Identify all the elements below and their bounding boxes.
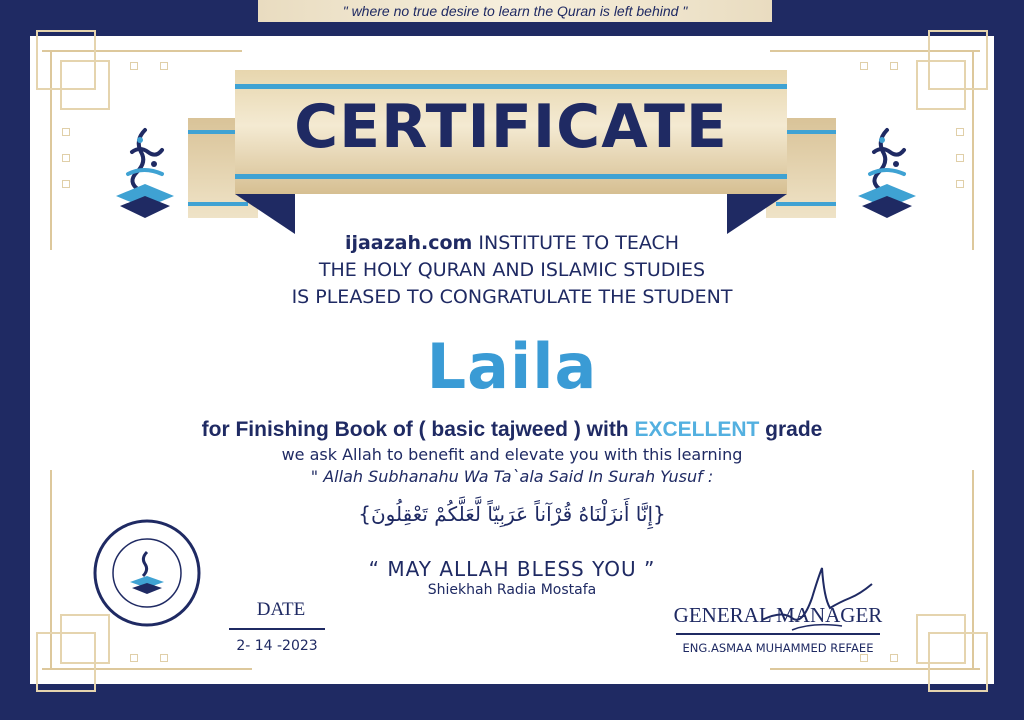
prayer-message [200, 444, 824, 488]
message-line-1: we ask Allah to benefit and elevate you with this learning [281, 445, 743, 464]
ijaazah-logo-icon [110, 122, 180, 222]
achievement-grade: EXCELLENT [634, 418, 760, 441]
seal-icon [92, 518, 202, 628]
manager-name: ENG.ASMAA MUHAMMED REFAEE [682, 641, 874, 655]
frame-dot [62, 154, 70, 162]
frame-dot [160, 654, 168, 662]
frame-dot [130, 62, 138, 70]
banner-quote: " where no true desire to learn the Quran is left behind " [342, 3, 688, 19]
ribbon-fold-right [727, 194, 787, 234]
manager-label: GENERAL MANAGER [673, 603, 883, 627]
message-line-2: " Allah Subhanahu Wa Ta`ala Said In Surah Yusuf : [310, 467, 714, 486]
institute-statement [200, 230, 824, 311]
date-underline [229, 628, 325, 630]
achievement-line [120, 418, 904, 442]
frame-dot [860, 62, 868, 70]
frame-dot [890, 654, 898, 662]
ribbon-stripe-top [235, 84, 787, 89]
frame-dot [860, 654, 868, 662]
blessing-text: “ MAY ALLAH BLESS YOU ” [368, 557, 656, 581]
seal-text [60, 630, 70, 640]
certificate-title: CERTIFICATE [294, 92, 728, 162]
corner-square-tr-2 [916, 60, 966, 110]
frame-dot [890, 62, 898, 70]
frame-dot [160, 62, 168, 70]
frame-dot [956, 128, 964, 136]
date-value: 2- 14 -2023 [236, 638, 318, 654]
corner-square-br-2 [916, 614, 966, 664]
frame-dot [956, 180, 964, 188]
achievement-suffix: grade [759, 418, 823, 441]
top-quote-banner [258, 0, 772, 22]
teacher-name: Shiekhah Radia Mostafa [427, 582, 597, 598]
signature-icon [752, 560, 882, 640]
frame-dot [62, 180, 70, 188]
frame-dot [62, 128, 70, 136]
institute-line-1 [200, 230, 824, 257]
ribbon-stripe-bottom [235, 174, 787, 179]
frame-dot [956, 154, 964, 162]
institute-line-2: THE HOLY QURAN AND ISLAMIC STUDIES [318, 259, 706, 281]
student-name: Laila [426, 330, 598, 403]
ribbon-fold-left [235, 194, 295, 234]
ijaazah-logo-icon [852, 122, 922, 222]
achievement-prefix: for Finishing Book of ( basic tajweed ) with [201, 418, 635, 441]
manager-underline [676, 633, 880, 635]
frame-dot [130, 654, 138, 662]
institute-line-3: IS PLEASED TO CONGRATULATE THE STUDENT [291, 286, 733, 308]
institute-site: ijaazah.com [344, 232, 473, 254]
quran-verse: {إِنَّا أَنزَلْنَاهُ قُرْآناً عَرَبِيّاً لَّعَلَّكُمْ تَعْقِلُونَ} [358, 502, 666, 526]
date-label: DATE [256, 599, 306, 620]
title-ribbon [235, 70, 787, 194]
corner-square-tl-2 [60, 60, 110, 110]
institute-line-1-rest: INSTITUTE TO TEACH [472, 232, 680, 254]
